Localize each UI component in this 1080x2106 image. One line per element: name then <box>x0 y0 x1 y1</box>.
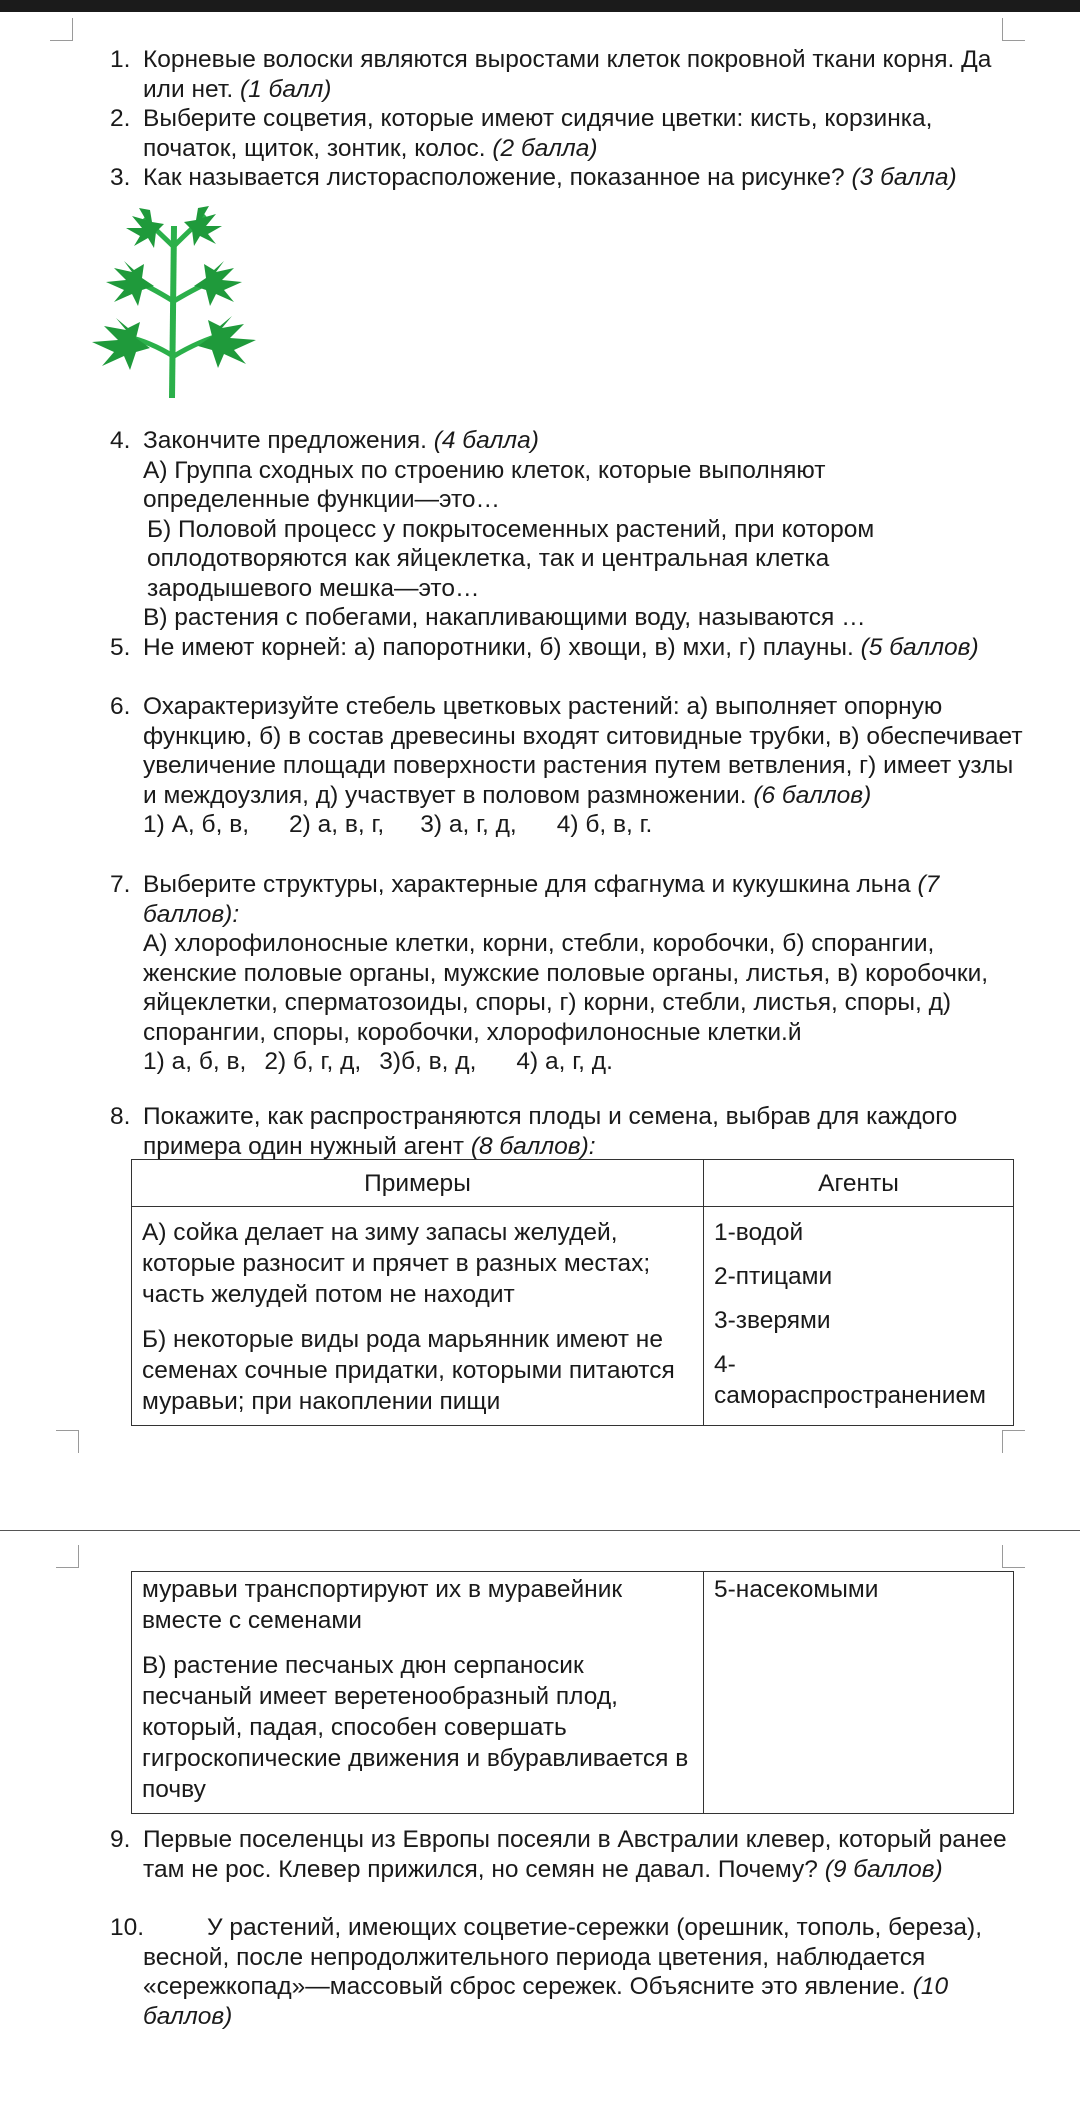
question-points: (7 баллов): <box>143 871 940 928</box>
example-b-continued: муравьи транспортируют их в муравейник вместе с семенами <box>142 1576 623 1634</box>
question-points: (8 баллов): <box>470 1132 596 1160</box>
example-a: А) сойка делает на зиму запасы желудей, которые разносит и прячет в разных местах; часть желудей потом не находит <box>142 1219 651 1308</box>
question-number: 10. <box>110 1914 145 1941</box>
question-number: 3. <box>110 164 131 191</box>
table-cell-agents <box>704 1207 1014 1426</box>
page-corner-mark <box>56 1545 79 1568</box>
example-c: В) растение песчаных дюн серпаносик песчаный имеет веретенообразный плод, который, падая, способен совершать гигроскопические движения и вбуравливается в почву <box>142 1652 689 1803</box>
question-7 <box>110 870 1030 1077</box>
agent-option: 5-насекомыми <box>714 1576 879 1603</box>
question-8 <box>110 1102 1030 1161</box>
question-text: Выберите структуры, характерные для сфагнума и кукушкина льна <box>143 871 911 898</box>
question-number: 2. <box>110 105 131 132</box>
sentence-c: В) растения с побегами, накапливающими воду, называются … <box>143 604 866 631</box>
question-text: Не имеют корней: а) папоротники, б) хвощи, в) мхи, г) плауны. <box>143 634 854 661</box>
question-number: 9. <box>110 1826 131 1853</box>
question-number: 5. <box>110 634 131 661</box>
question-5 <box>110 633 1030 663</box>
agent-option: самораспространением <box>714 1382 986 1409</box>
table-cell-agents <box>704 1572 1014 1814</box>
answer-option: 3) а, г, д, <box>420 811 517 838</box>
question-number: 7. <box>110 871 131 898</box>
question-points: (3 балла) <box>851 164 957 191</box>
page-break-line <box>0 1530 1080 1531</box>
question-3 <box>110 163 1030 193</box>
seed-dispersal-table <box>131 1159 1014 1426</box>
question-number: 4. <box>110 427 131 454</box>
question-points: (2 балла) <box>492 134 598 162</box>
question-body: А) хлорофилоносные клетки, корни, стебли, коробочки, б) спорангии, женские половые органы, мужские половые органы, листья, в) коробочки, яйцеклетки, сперматозоиды, споры, г) корни, стебли, листья, споры, д) спорангии, споры, коробочки, хлорофилоносные клетки.й <box>143 930 989 1046</box>
answer-option: 2) б, г, д, <box>264 1048 362 1075</box>
question-text: Первые поселенцы из Европы посеяли в Австралии клевер, который ранее там не рос. Клевер прижился, но семян не давал. Почему? <box>143 1826 1007 1883</box>
question-points: (10 баллов) <box>143 1973 949 2030</box>
question-points: (4 балла) <box>433 427 539 454</box>
table-cell-examples <box>132 1572 704 1814</box>
sentence-b: Б) Половой процесс у покрытосеменных растений, при котором оплодотворяются как яйцеклетка, так и центральная клетка зародышевого мешка—это… <box>147 515 875 602</box>
question-points: (9 баллов) <box>824 1855 943 1883</box>
seed-dispersal-table-continued <box>131 1571 1014 1814</box>
answer-options <box>143 1047 1030 1077</box>
example-b: Б) некоторые виды рода марьянник имеют не семенах сочные придатки, которыми питаются муравьи; при накоплении пищи <box>142 1326 675 1415</box>
plant-leaf-arrangement-figure <box>84 206 264 398</box>
agent-option: 3-зверями <box>714 1307 831 1334</box>
question-2 <box>110 104 1030 163</box>
agent-option: 4- <box>714 1351 736 1378</box>
answer-option: 2) а, в, г, <box>289 811 385 838</box>
top-bar <box>0 0 1080 12</box>
table-cell-examples <box>132 1207 704 1426</box>
answer-option: 3)б, в, д, <box>379 1048 477 1075</box>
answer-option: 1) а, б, в, <box>143 1048 247 1075</box>
page-corner-mark <box>1002 18 1025 41</box>
question-text: Выберите соцветия, которые имеют сидячие цветки: кисть, корзинка, початок, щиток, зонтик, колос. <box>143 105 933 162</box>
table-header-agents: Агенты <box>704 1160 1014 1207</box>
question-points: (1 балл) <box>239 75 332 103</box>
question-text: Корневые волоски являются выростами клеток покровной ткани корня. Да или нет. <box>143 46 992 103</box>
page-corner-mark <box>1002 1545 1025 1568</box>
question-text: Закончите предложения. <box>143 427 427 454</box>
plant-stem <box>124 216 224 398</box>
page-corner-mark <box>1002 1430 1025 1453</box>
question-number: 1. <box>110 46 131 73</box>
question-text: Охарактеризуйте стебель цветковых растений: а) выполняет опорную функцию, б) в состав древесины входят ситовидные трубки, в) обеспечивает увеличение площади поверхности растения путем ветвления, г) имеет узлы и междоузлия, д) участвует в половом размножении. <box>143 693 1023 809</box>
question-points: (6 баллов) <box>753 781 872 809</box>
question-points: (5 баллов) <box>860 634 979 661</box>
question-10 <box>110 1913 1030 2031</box>
answer-option: 4) б, в, г. <box>556 811 653 838</box>
question-4 <box>110 426 1030 633</box>
question-text: Покажите, как распространяются плоды и семена, выбрав для каждого примера один нужный агент <box>143 1103 958 1160</box>
page-corner-mark <box>56 1430 79 1453</box>
answer-option: 4) а, г, д. <box>516 1048 613 1075</box>
agent-option: 2-птицами <box>714 1263 833 1290</box>
page-corner-mark <box>50 18 73 41</box>
agent-option: 1-водой <box>714 1219 804 1246</box>
sentence-a: А) Группа сходных по строению клеток, которые выполняют определенные функции—это… <box>143 456 826 513</box>
question-9 <box>110 1825 1030 1884</box>
question-number: 8. <box>110 1103 131 1130</box>
question-6 <box>110 692 1030 840</box>
answer-option: 1) А, б, в, <box>143 811 250 838</box>
question-1 <box>110 45 1030 104</box>
answer-options <box>143 810 1030 840</box>
question-text: Как называется листорасположение, показанное на рисунке? <box>143 164 845 191</box>
question-text: У растений, имеющих соцветие-сережки (орешник, тополь, береза), весной, после непродолжительного периода цветения, наблюдается «сережкопад»—массовый сброс сережек. Объясните это явление. <box>143 1914 983 2000</box>
question-number: 6. <box>110 693 131 720</box>
table-header-examples: Примеры <box>132 1160 704 1207</box>
